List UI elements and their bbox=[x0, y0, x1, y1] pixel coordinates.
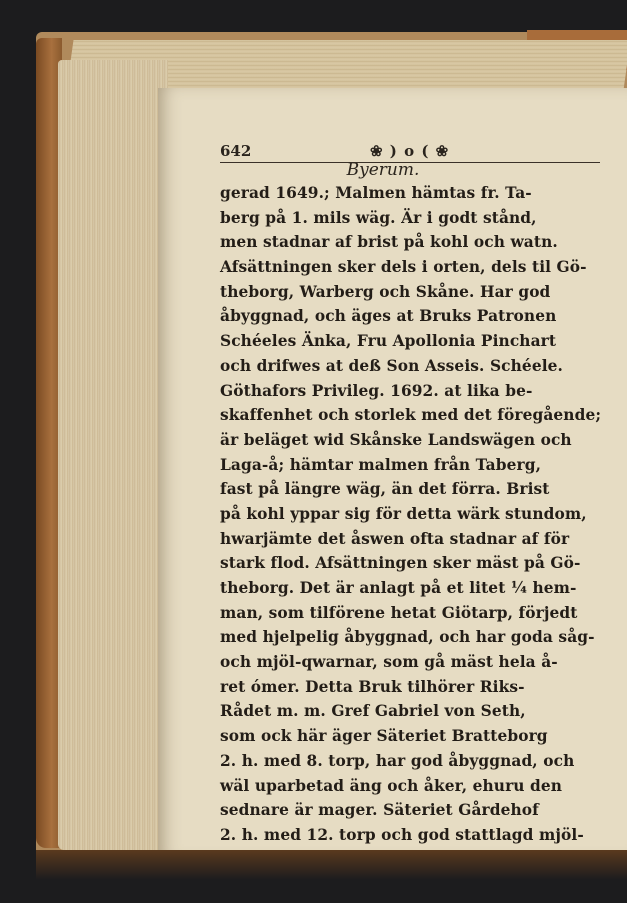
text-line: gerad 1649.; Malmen hämtas fr. Ta- bbox=[220, 184, 532, 202]
text-line: ret ómer. Detta Bruk tilhörer Riks- bbox=[220, 677, 525, 696]
text-line: och mjöl-qwarnar, som gå mäst hela å- bbox=[220, 653, 558, 672]
text-line: wäl uparbetad äng och åker, ehuru den bbox=[220, 776, 563, 795]
text-line: sednare är mager. Säteriet Gårdehof bbox=[220, 801, 539, 820]
text-line: Rådet m. m. Gref Gabriel von Seth, bbox=[220, 702, 526, 721]
text-line: och drifwes at deß Son Asseis. Schéele. bbox=[220, 356, 564, 375]
text-line: man, som tilförene hetat Giötarp, förjedt bbox=[220, 603, 578, 622]
text-line: Schéeles Änka, Fru Apollonia Pinchart bbox=[220, 332, 557, 351]
book-page bbox=[158, 88, 627, 858]
page-header bbox=[220, 132, 600, 163]
page-number: 642 bbox=[220, 142, 252, 160]
text-line: berg på 1. mils wäg. Är i godt stånd, bbox=[220, 208, 537, 227]
text-line: Afsättningen sker dels i orten, dels til Gö- bbox=[220, 258, 587, 277]
text-line: men stadnar af brist på kohl och watn. bbox=[220, 233, 558, 252]
body-text bbox=[220, 181, 610, 872]
text-line: Laga-å; hämtar malmen från Taberg, bbox=[220, 455, 542, 474]
text-line: är beläget wid Skånske Landswägen och bbox=[220, 430, 572, 449]
text-line: 2. h. med 12. torp och god stattlagd mjöl- bbox=[220, 825, 584, 844]
text-line: som ock här äger Säteriet Bratteborg bbox=[220, 727, 548, 746]
text-line: theborg, Warberg och Skåne. Har god bbox=[220, 282, 551, 301]
text-line: 2. h. med 8. torp, har god åbyggnad, och bbox=[220, 751, 575, 770]
page-edges-side bbox=[58, 60, 168, 850]
running-title: Byerum. bbox=[346, 160, 420, 180]
text-line: fast på längre wäg, än det förra. Brist bbox=[220, 480, 550, 499]
book-bottom-shadow bbox=[36, 850, 627, 880]
text-line: theborg. Det är anlagt på et litet ¼ hem- bbox=[220, 579, 577, 597]
text-line: med hjelpelig åbyggnad, och har goda såg- bbox=[220, 628, 595, 647]
text-line: hwarjämte det åswen ofta stadnar af för bbox=[220, 529, 570, 548]
text-line: Göthafors Privileg. 1692. at lika be- bbox=[220, 381, 533, 400]
text-line: stark flod. Afsättningen sker mäst på Gö- bbox=[220, 554, 581, 573]
text-line: åbyggnad, och äges at Bruks Patronen bbox=[220, 307, 557, 326]
text-line: skaffenhet och storlek med det föregående; bbox=[220, 406, 602, 425]
header-ornament: ❀ ) o ( ❀ bbox=[370, 142, 450, 160]
text-line: på kohl yppar sig för detta wärk stundom, bbox=[220, 504, 587, 523]
